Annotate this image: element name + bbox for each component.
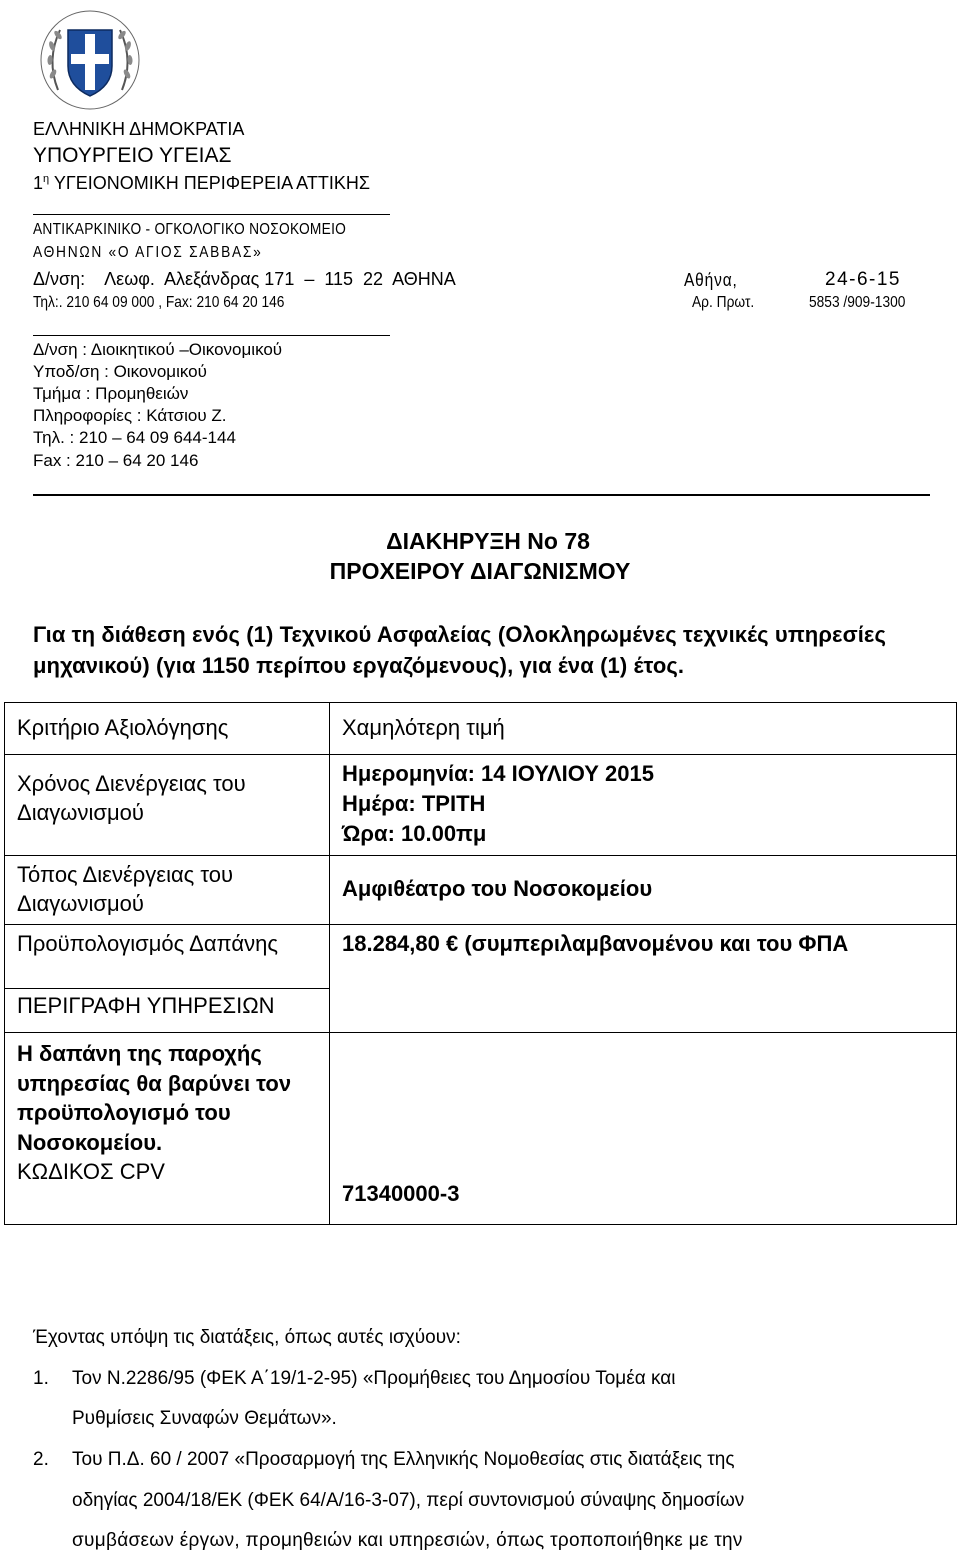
- section: Τμήμα : Προμηθειών: [33, 384, 189, 403]
- republic-name: ΕΛΛΗΝΙΚΗ ΔΗΜΟΚΡΑΤΙΑ: [33, 119, 245, 139]
- item1-line1: Τον Ν.2286/95 (ΦΕΚ Α΄19/1-2-95) «Προμήθειες του Δημοσίου Τομέα και: [72, 1368, 676, 1389]
- item2-number: 2.: [33, 1449, 49, 1470]
- place-value: Αμφιθέατρο του Νοσοκομείου: [342, 876, 653, 901]
- dept-divider: [33, 335, 390, 336]
- directorate: Δ/νση : Διοικητικού –Οικονομικού: [33, 340, 283, 359]
- tender-day: Ημέρα: ΤΡΙΤΗ: [342, 791, 486, 816]
- item1-number: 1.: [33, 1368, 49, 1389]
- tender-hour: Ώρα: 10.00πμ: [342, 821, 487, 846]
- main-divider: [33, 494, 930, 496]
- cpv-value: 71340000-3: [342, 1181, 460, 1206]
- protocol-label: Αρ. Πρωτ.: [692, 294, 755, 311]
- hospital-address: Δ/νση: Λεωφ. Αλεξάνδρας 171 – 115 22 ΑΘΗΝΑ: [33, 269, 456, 289]
- services-label: ΠΕΡΙΓΡΑΦΗ ΥΠΗΡΕΣΙΩΝ: [17, 993, 275, 1018]
- hospital-name-line1: ΑΝΤΙΚΑΡΚΙΝΙΚΟ - ΟΓΚΟΛΟΓΙΚΟ ΝΟΣΟΚΟΜΕΙΟ: [33, 221, 347, 238]
- budget-label: Προϋπολογισμός Δαπάνης: [17, 931, 278, 956]
- hospital-name-line2: ΑΘΗΝΩΝ «Ο ΑΓΙΟΣ ΣΑΒΒΑΣ»: [33, 244, 263, 261]
- document-title: ΔΙΑΚΗΡΥΞΗ Νο 78: [386, 528, 590, 554]
- budget-value: 18.284,80 € (συμπεριλαμβανομένου και του ΦΠΑ: [342, 931, 849, 956]
- document-subtitle: ΠΡΟΧΕΙΡΟΥ ΔΙΑΓΩΝΙΣΜΟΥ: [329, 558, 631, 584]
- criterion-label: Κριτήριο Αξιολόγησης: [17, 715, 229, 740]
- contact-phone: Τηλ. : 210 – 64 09 644-144: [33, 428, 236, 447]
- subdirectorate: Υποδ/ση : Οικονομικού: [33, 362, 207, 381]
- header-divider: [33, 214, 390, 215]
- tender-subject: Για τη διάθεση ενός (1) Τεχνικού Ασφαλείας (Ολοκληρωμένες τεχνικές υπηρεσίες μηχανικού) (για 1150 περίπου εργαζόμενους), για ένα (1) έτος.: [33, 622, 887, 678]
- item2-line2: οδηγίας 2004/18/ΕΚ (ΦΕΚ 64/Α/16-3-07), περί συντονισμού σύναψης δημοσίων: [72, 1490, 745, 1511]
- hospital-phone-fax: Τηλ:. 210 64 09 000 , Fax: 210 64 20 146: [33, 294, 285, 311]
- contact-fax: Fax : 210 – 64 20 146: [33, 451, 199, 470]
- city-label: Αθήνα,: [684, 270, 738, 290]
- ministry-name: ΥΠΟΥΡΓΕΙΟ ΥΓΕΙΑΣ: [33, 144, 232, 167]
- health-region: $1^\eta$ ΥΓΕΙΟΝΟΜΙΚΗ ΠΕΡΙΦΕΡΕΙΑ ΑΤΤΙΚΗΣ: [33, 173, 370, 193]
- greek-state-emblem: [38, 8, 142, 112]
- cpv-label: ΚΩΔΙΚΟΣ CPV: [17, 1159, 165, 1184]
- item1-line2: Ρυθμίσεις Συναφών Θεμάτων».: [72, 1408, 337, 1429]
- item2-line1: Του Π.Δ. 60 / 2007 «Προσαρμογή της Ελληνικής Νομοθεσίας στις διατάξεις της: [72, 1449, 735, 1470]
- item2-line3: συμβάσεων έργων, προμηθειών και υπηρεσιών, όπως τροποποιήθηκε με την: [72, 1530, 743, 1551]
- tender-date: Ημερομηνία: 14 ΙΟΥΛΙΟΥ 2015: [342, 761, 654, 786]
- expense-text: Η δαπάνη της παροχής υπηρεσίας θα βαρύνει τον προϋπολογισμό του Νοσοκομείου.: [17, 1041, 292, 1155]
- tender-info-table: [4, 702, 957, 1225]
- time-label: Χρόνος Διενέργειας του Διαγωνισμού: [17, 771, 246, 825]
- contact-person: Πληροφορίες : Κάτσιου Ζ.: [33, 406, 227, 425]
- place-label: Τόπος Διενέργειας του Διαγωνισμού: [17, 862, 234, 916]
- document-date: 24-6-15: [825, 269, 901, 290]
- legal-intro: Έχοντας υπόψη τις διατάξεις, όπως αυτές ισχύουν:: [33, 1327, 461, 1348]
- protocol-number: 5853 /909-1300: [809, 294, 906, 311]
- criterion-value: Χαμηλότερη τιμή: [342, 715, 505, 740]
